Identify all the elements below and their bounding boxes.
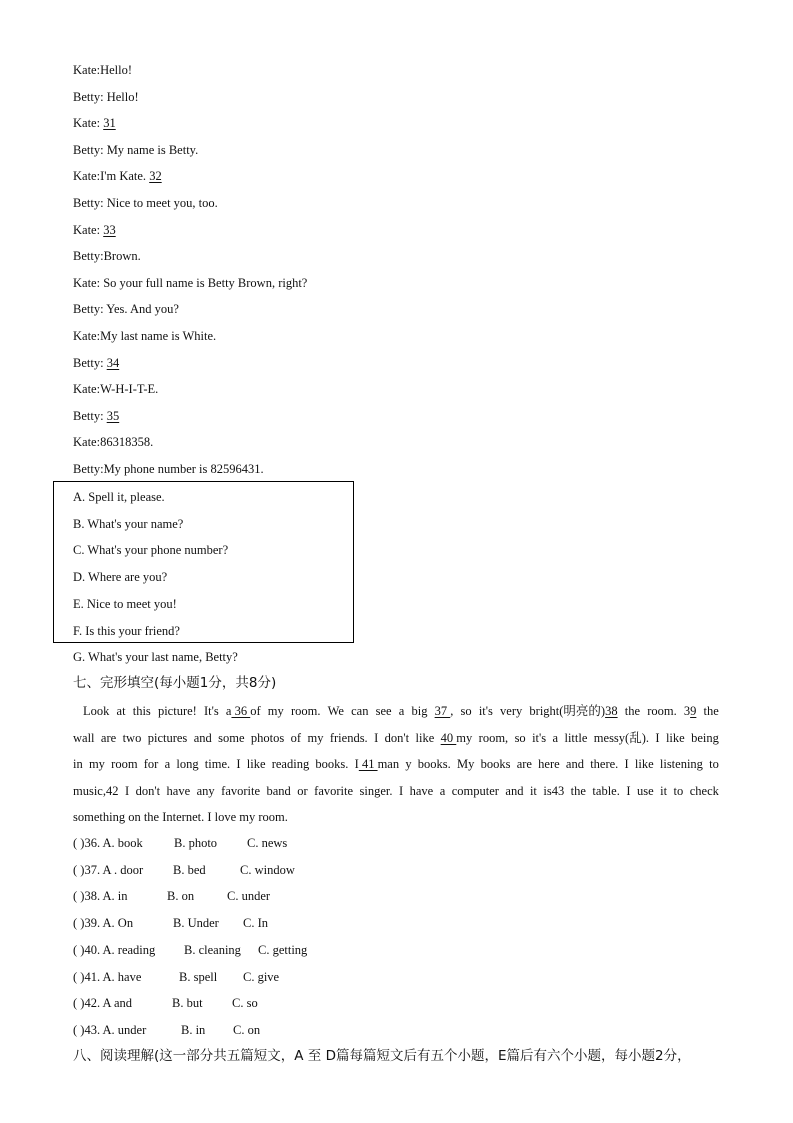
passage-word [111,751,137,778]
passage-text: I [655,730,660,745]
speaker-label: Kate: [73,63,101,77]
dialogue-line [73,461,264,477]
passage-text: a [398,704,405,718]
passage-text: wall [73,730,95,745]
passage-text: my [88,757,105,771]
passage-text: reading [271,757,310,771]
question-option-b: B. spell [179,969,218,984]
passage-word [571,778,586,805]
passage-text: don't [135,783,161,798]
passage-text: very [500,704,523,718]
question-option-c: C. getting [258,942,308,957]
passage-word [635,751,654,778]
question-option-c: C. on [233,1022,261,1037]
passage-text: friends. [329,730,368,745]
passage-word [564,725,587,752]
passage-word [133,698,151,725]
passage-text: my [267,704,284,718]
dialogue-line [73,355,119,371]
passage-word [479,698,493,725]
dialogue-text: Brown. [103,249,141,264]
passage-text: room. [647,704,677,718]
passage-word [674,778,684,805]
cloze-blank: 9 [690,704,697,718]
question-option-b: B. bed [173,862,206,877]
question-option-c: C. give [243,969,280,984]
passage-text: is43 [543,783,565,798]
passage-word [236,751,240,778]
passage-word [83,698,109,725]
passage-word [441,725,473,752]
question-option-a: ( )36. A. book [73,836,143,850]
choice-option: G. What's your last name, Betty? [73,650,238,665]
dialogue-text: W-H-I-T-E. [100,382,159,397]
passage-text: pictures [147,730,188,745]
passage-text: , [450,704,454,718]
dialogue-line [73,434,153,450]
passage-text: music,42 [73,783,119,798]
passage-word [226,698,261,725]
passage-text: We [327,704,344,718]
passage-text: like [415,730,435,745]
passage-text: 3 [683,704,691,718]
passage-word [532,725,546,752]
passage-text: long [176,757,199,771]
question-option-a: ( )42. A and [73,996,133,1011]
passage-word [247,751,266,778]
passage-word [167,778,191,805]
passage-word [500,698,522,725]
passage-word [538,751,560,778]
passage-word [399,778,403,805]
passage-word [637,778,654,805]
passage-word [461,698,472,725]
passage-word [89,751,105,778]
passage-text: a [164,757,171,771]
question-option-c: C. In [243,916,268,931]
passage-word [625,698,640,725]
passage-text: being [691,730,719,745]
question-option-b: B. photo [174,836,218,850]
passage-text: My [457,757,475,771]
passage-word [625,751,629,778]
choice-option: B. What's your name? [73,516,184,531]
dialogue-text: 86318358. [100,435,154,450]
dialogue-text: My phone number is 82596431. [103,462,264,476]
passage-word [590,751,618,778]
passage-text: or [297,783,308,798]
passage-text: and [505,783,524,798]
choice-option: F. Is this your friend? [73,623,180,638]
passage-text: any [196,783,215,798]
passage-text: a [439,783,446,798]
passage-word [481,751,511,778]
passage-word [307,725,323,752]
choice-option: A. Spell it, please. [73,490,165,504]
answer-blank: 33 [103,222,116,237]
question-option-a: ( )41. A. have [73,969,142,984]
dialogue-line [73,195,218,211]
question-option-c: C. under [227,889,271,904]
passage-text: can [351,704,369,718]
passage-line [73,804,719,831]
passage-text: are [100,730,117,745]
passage-word [291,698,321,725]
passage-line [73,725,719,752]
passage-text: some [218,730,245,745]
passage-word [647,698,677,725]
passage-line [73,778,719,805]
speaker-label: Betty: [73,89,107,104]
passage-text: something on the Internet. I love my room. [73,810,288,824]
passage-word [399,698,405,725]
speaker-label: Betty: [73,355,107,370]
dialogue-line [73,168,162,184]
passage-text: I [374,730,379,745]
passage-word [268,698,284,725]
passage-text: two [122,730,142,745]
passage-word [314,778,353,805]
dialogue-line [73,89,139,105]
passage-word [148,725,188,752]
passage-text: so [514,730,526,745]
passage-word [566,751,584,778]
choice-option: E. Nice to meet you! [73,596,177,611]
passage-text: the [703,704,719,718]
passage-text: I [236,757,241,771]
passage-text: I [624,757,629,771]
speaker-label: Kate: [73,382,101,397]
question-option-a: ( )37. A . door [73,862,144,877]
passage-word [205,751,230,778]
passage-text: like [246,757,266,771]
passage-word [517,751,532,778]
speaker-label: Betty: [73,462,104,476]
passage-text: big [411,704,428,718]
passage-text: don't [384,730,410,745]
passage-text: of [290,730,302,745]
passage-word [360,778,393,805]
speaker-label: Kate: [73,435,101,450]
passage-word [123,725,142,752]
passage-text: a [552,730,559,745]
passage-word [197,778,215,805]
dialogue-text: Hello! [100,63,133,77]
passage-word [440,778,446,805]
passage-text: picture! [157,704,197,718]
passage-text: y [405,757,412,771]
question-option-c: C. window [240,862,295,877]
passage-word [194,725,212,752]
passage-text: I [354,757,359,771]
passage-word [351,698,368,725]
answer-blank: 32 [149,169,162,184]
dialogue-line [73,248,141,264]
passage-text: Look [83,704,110,718]
dialogue-line [73,275,307,291]
passage-word [709,751,719,778]
passage-text: time. [204,757,231,771]
answer-blank: 35 [106,408,120,423]
passage-text: my [456,730,473,745]
passage-text: books. [315,757,349,771]
speaker-label: Betty: [73,142,107,157]
cloze-blank: 36 [231,704,251,718]
passage-word [515,725,526,752]
question-option-b: B. cleaning [184,942,241,957]
passage-word [479,725,509,752]
cloze-passage [73,698,719,831]
passage-text: and [565,757,584,771]
passage-word [291,725,301,752]
dialogue-text: My name is Betty. [106,142,199,157]
passage-word [218,725,244,752]
cloze-blank: 38 [605,704,618,718]
passage-text: like [634,757,654,771]
passage-text: in [73,757,83,771]
passage-word [267,778,291,805]
passage-text: favorite [314,783,354,798]
passage-text: like [665,730,685,745]
speaker-label: Kate: [73,169,101,184]
dialogue-text: Nice to meet you, too. [106,196,218,210]
passage-text: It's [203,704,219,718]
dialogue-text: Yes. And you? [106,302,179,317]
dialogue-text: Hello! [106,89,139,104]
passage-word [666,725,685,752]
speaker-label: Kate: [73,116,104,131]
passage-text: singer. [359,783,393,798]
question-option-c: C. news [247,836,288,850]
passage-text: it [660,783,668,798]
passage-text: books [480,757,511,771]
passage-word [543,778,564,805]
question-option-b: B. in [181,1022,206,1037]
answer-blank: 34 [106,355,120,370]
passage-text: to [673,783,684,798]
answer-blank: 31 [103,116,116,131]
passage-word [684,698,697,725]
question-option-b: B. Under [173,916,219,931]
passage-word [411,698,427,725]
passage-word [272,751,309,778]
passage-word [165,751,171,778]
passage-word [691,725,719,752]
passage-text: to [709,757,719,771]
passage-word [416,725,435,752]
passage-text: the [570,783,586,798]
passage-text: are [516,757,532,771]
passage-text: this [132,704,151,718]
passage-word [660,751,703,778]
passage-text: table. [592,783,620,798]
passage-word [505,778,523,805]
passage-word [355,751,399,778]
passage-word [655,725,659,752]
passage-word [158,698,197,725]
passage-text: and [193,730,212,745]
passage-text: for [143,757,159,771]
speaker-label: Betty: [73,249,104,264]
passage-text: messy(乱). [593,730,649,745]
passage-text: have [409,783,434,798]
dialogue-text: So your full name is Betty Brown, right? [103,275,308,290]
passage-word [704,698,719,725]
passage-word [592,778,619,805]
passage-word [204,698,219,725]
cloze-blank: 37 [434,704,451,718]
passage-word [405,751,411,778]
question-option-c: C. so [232,996,258,1011]
passage-word [144,751,159,778]
question-option-b: B. but [172,996,203,1011]
reading-title: 八、阅读理解(这一部分共五篇短文，A 至 D篇每篇短文后有五个小题，E篇后有六个小题，每小题2分， [73,1048,691,1064]
question-option-a: ( )40. A. reading [73,942,156,957]
passage-text: so [460,704,472,718]
dialogue-line [73,301,179,317]
passage-word [435,698,454,725]
dialogue-line [73,381,158,397]
passage-text: room, [478,730,509,745]
passage-text: my [307,730,324,745]
passage-word [117,698,126,725]
cloze-blank: 40 [440,730,457,745]
passage-word [410,778,434,805]
passage-word [315,751,348,778]
passage-word [385,725,409,752]
passage-text: see [375,704,392,718]
passage-text: check [689,783,719,798]
passage-word [418,751,451,778]
passage-text: room. [290,704,321,718]
passage-word [626,778,630,805]
passage-text: at [116,704,126,718]
passage-text: have [166,783,191,798]
dialogue-text: I'm Kate. [100,169,150,184]
passage-word [73,725,95,752]
passage-word [374,725,378,752]
dialogue-line [73,115,116,131]
passage-text: I [398,783,404,798]
speaker-label: Betty: [73,408,107,423]
passage-text: I [626,783,631,798]
question-option-b: B. on [167,889,195,904]
dialogue-line [73,328,216,344]
passage-word [297,778,307,805]
passage-line [73,698,719,725]
cloze-title: 七、完形填空(每小题1分，共8分) [73,675,277,691]
passage-word [690,778,719,805]
passage-word [660,778,667,805]
question-option-a: ( )43. A. under [73,1022,147,1037]
passage-word [221,778,260,805]
speaker-label: Kate: [73,329,101,343]
dialogue-line [73,62,132,78]
passage-text: a [225,704,232,718]
passage-text: use [636,783,654,798]
passage-word [73,778,118,805]
passage-line [73,751,719,778]
passage-text: it [529,783,537,798]
passage-word [530,778,537,805]
passage-word [328,698,344,725]
speaker-label: Betty: [73,196,107,210]
passage-word [452,778,499,805]
passage-word [136,778,160,805]
passage-text: it's [532,730,547,745]
passage-word [457,751,474,778]
speaker-label: Kate: [73,222,104,237]
passage-word [330,725,368,752]
passage-text: listening [659,757,703,771]
passage-text: favorite [221,783,261,798]
passage-text: the [624,704,641,718]
passage-text: I [124,783,130,798]
passage-text: there. [590,757,619,771]
speaker-label: Betty: [73,302,107,317]
passage-text: photos [250,730,285,745]
passage-text: little [564,730,588,745]
passage-text: here [538,757,560,771]
dialogue-line [73,142,198,158]
passage-text: bright(明亮的) [529,704,606,718]
passage-word [125,778,129,805]
choice-option: D. Where are you? [73,570,168,585]
passage-word [176,751,198,778]
passage-word [101,725,116,752]
passage-text: computer [451,783,499,798]
question-option-a: ( )38. A. in [73,889,128,904]
choices-box [53,481,354,643]
passage-word [73,751,83,778]
passage-word [251,725,284,752]
speaker-label: Kate: [73,275,104,290]
passage-text: band [266,783,291,798]
passage-word [553,725,559,752]
passage-text: of [250,704,261,718]
choice-option: C. What's your phone number? [73,543,229,558]
passage-text: books. [417,757,451,771]
passage-word [594,725,649,752]
dialogue-line [73,408,119,424]
passage-word [376,698,392,725]
passage-word [529,698,617,725]
passage-text: it's [478,704,493,718]
dialogue-text: My last name is White. [100,329,217,343]
question-option-a: ( )39. A. On [73,916,134,931]
cloze-blank: 41 [358,757,378,771]
dialogue-line [73,222,116,238]
passage-text: man [377,757,400,771]
passage-text: room [111,757,138,771]
